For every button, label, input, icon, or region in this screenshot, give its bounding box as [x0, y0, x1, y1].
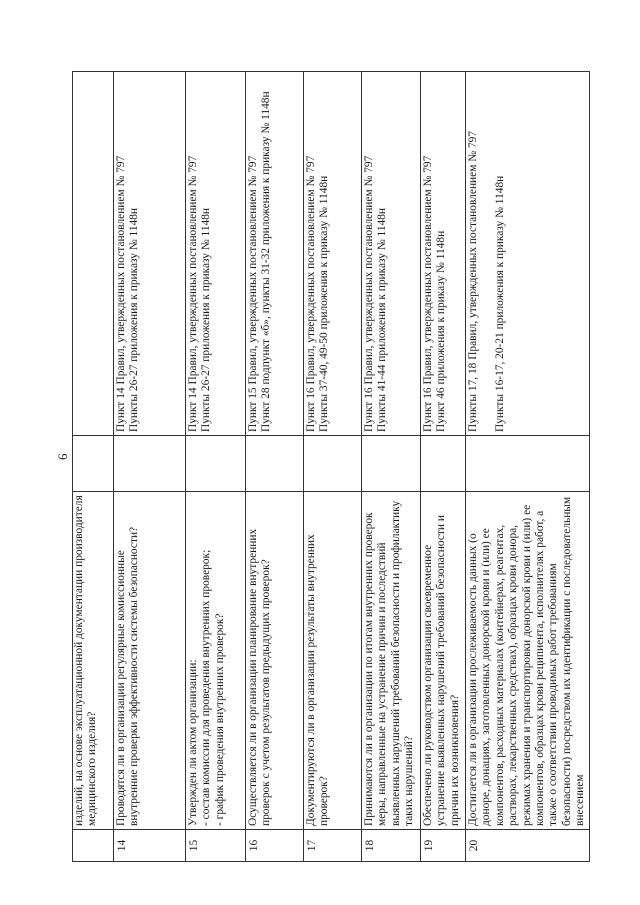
- row-number: 14: [114, 830, 186, 862]
- answer-cell: [362, 436, 421, 492]
- question-cell: Достигается ли в организации прослеживаемость данных (о доноре, донациях, заготовленных донорской крови и (или) ее компонентов, расходных материалах (контейнерах, реагентах, растворах, лекарственных средствах), образцах крови донора, режимах хранения и транспортировки донорской крови и (или) ее компонентов, образцах крови реципиента, исполнителях работ, а также о соответствии проводимых работ требованиям безопасности) посредством их идентификации с последовательным внесением: [466, 492, 590, 830]
- row-number: 20: [466, 830, 590, 862]
- reference-cell: Пункт 16 Правил, утвержденных постановлением № 797 Пункт 46 приложения к приказу № 1148н: [421, 72, 466, 436]
- answer-cell: [304, 436, 362, 492]
- table-row: [466, 72, 590, 862]
- answer-cell: [186, 436, 246, 492]
- row-number: 18: [362, 830, 421, 862]
- row-number: 19: [421, 830, 466, 862]
- answer-cell: [246, 436, 304, 492]
- reference-cell: Пункты 17, 18 Правил, утвержденных постановлением № 797 Пункты 16-17, 20-21 приложения к приказу № 1148н: [466, 72, 590, 436]
- question-cell: Осуществляется ли в организации планирование внутренних проверок с учетом результатов предыдущих проверок?: [246, 492, 304, 830]
- table-row: [304, 72, 362, 862]
- row-number-cell: [73, 830, 114, 862]
- reference-cell: Пункт 14 Правил, утвержденных постановлением № 797 Пункты 26-27 приложения к приказу № 1148н: [186, 72, 246, 436]
- reference-cell: Пункт 15 Правил, утвержденных постановлением № 797 Пункт 28 подпункт «б», пункты 31-32 приложения к приказу № 1148н: [246, 72, 304, 436]
- question-cell: Обеспечено ли руководством организации своевременное устранение выявленных нарушений требований безопасности и причин их возникновения?: [421, 492, 466, 830]
- answer-cell: [466, 436, 590, 492]
- answer-cell: [114, 436, 186, 492]
- question-cell: изделий, на основе эксплуатационной документации производителя медицинского изделия?: [73, 492, 114, 830]
- table-row: [246, 72, 304, 862]
- question-cell: Документируются ли в организации результаты внутренних проверок?: [304, 492, 362, 830]
- reference-cell: Пункт 16 Правил, утвержденных постановлением № 797 Пункты 37-40, 49-50 приложения к приказу № 1148н: [304, 72, 362, 436]
- answer-cell: [73, 436, 114, 492]
- row-number: 17: [304, 830, 362, 862]
- reference-cell: [73, 72, 114, 436]
- checklist-table-rotated: [72, 72, 587, 862]
- table-row: [114, 72, 186, 862]
- table-row: [186, 72, 246, 862]
- row-number: 16: [246, 830, 304, 862]
- reference-cell: Пункт 16 Правил, утвержденных постановлением № 797 Пункты 41-44 приложения к приказу № 1148н: [362, 72, 421, 436]
- page-number: 6: [55, 453, 70, 460]
- question-cell: Принимаются ли в организации по итогам внутренних проверок меры, направленные на устранение причин и последствий выявленных нарушений требований безопасности и профилактику таких нарушений?: [362, 492, 421, 830]
- question-cell: Проводятся ли в организации регулярные комиссионные внутренние проверки эффективности системы безопасности?: [114, 492, 186, 830]
- row-number: 15: [186, 830, 246, 862]
- table-row: [362, 72, 421, 862]
- question-cell: Утвержден ли актом организации: - состав комиссии для проведения внутренних проверок; - график проведения внутренних проверок?: [186, 492, 246, 830]
- checklist-table: [72, 71, 590, 862]
- answer-cell: [421, 436, 466, 492]
- reference-cell: Пункт 14 Правил, утвержденных постановлением № 797 Пункты 26-27 приложения к приказу № 1148н: [114, 72, 186, 436]
- table-row: [421, 72, 466, 862]
- table-row: [73, 72, 114, 862]
